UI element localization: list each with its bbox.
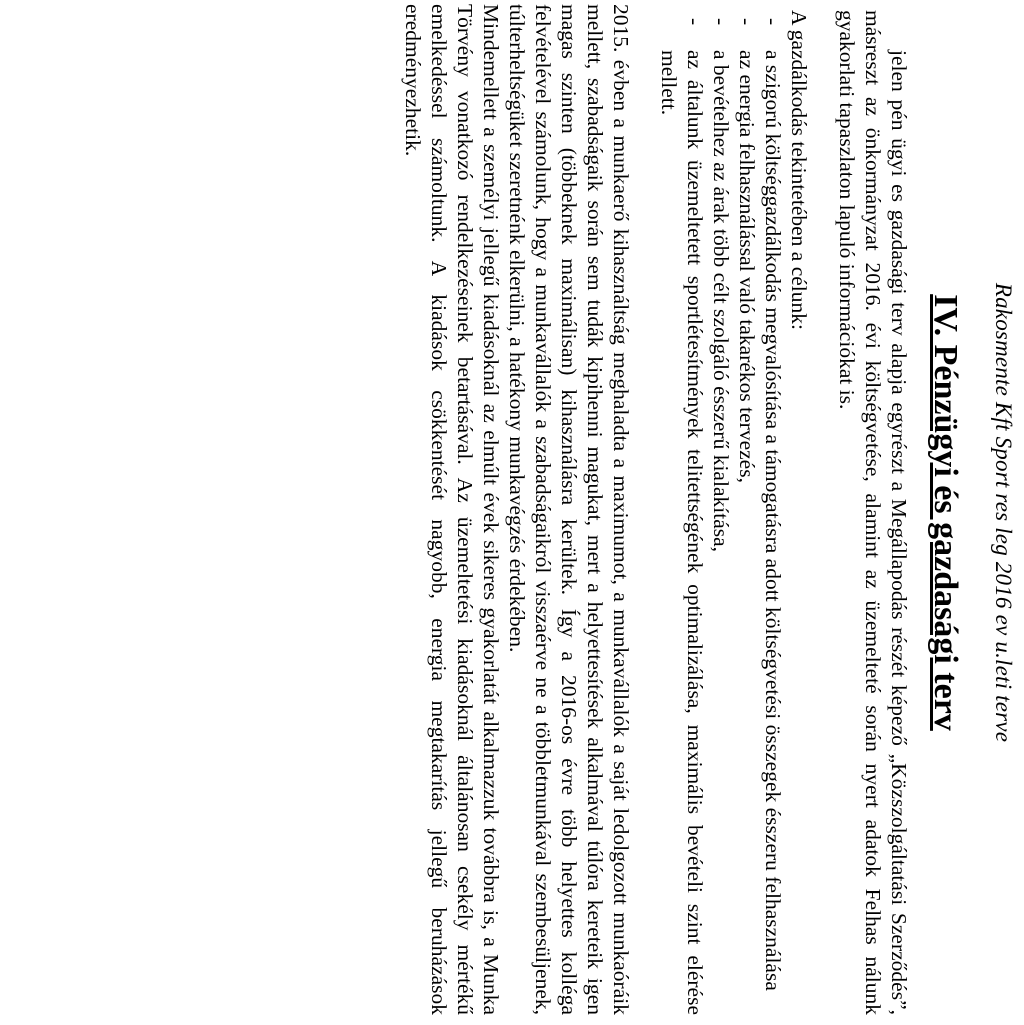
- goal-item: [656, 18, 708, 1015]
- bullet-dash: -: [683, 18, 707, 26]
- goal-text: a szigorú költséggazdálkodás megvalósítása a támogatásra adott költségvetési összegek ésszeru felhasználása: [761, 50, 785, 991]
- section-title: IV. Pénzügyi és gazdasági terv: [927, 294, 964, 731]
- spacer: [634, 10, 656, 1015]
- paragraph-2015: 2015. évben a munkaerő kihasználtság meghaladta a maximumot, a munkavállalók a saját ledolgozott munkaóráik mellett, szabadságaik során sem tudák kipihenni magukat, mert a helyettesítések alkalmával túlóra kereteik igen magas szinten (többeknek maximálisan) kihasználásra kerültek. Így a 2016-os évre több helyettes kolléga felvételével számolunk, hogy a munkavállalók a szabadságaikról visszaérve ne a többletmunkával szembesüljenek, túlterheltségüket szeretnénk elkerülni, a hatékony munkavégzés érdekében.: [505, 4, 633, 1015]
- paragraph-personnel: Mindemellett a személyi jellegű kiadásoknál az elmúlt évek sikeres gyakorlatát alkalmazzuk továbbra is, a Munka Törvény vonatkozó rendelkezéseinek betartásával. Az üzemeltetési kiadásoknál általánosan csekély mértékű emelkedéssel számoltunk. A kiadások csökkentését nagyobb, energia megtakarítás jellegű beruházások eredményezhetik.: [401, 4, 503, 1015]
- intro-paragraph: jelen pén ügyi es gazdasági terv alapja egyrészt a Megállapodás részét képező „Közszolgáltatási Szerződés”, másreszt az önkormányzat 2016. évi költségvetése, alamint az üzemelteté során nyert adatok Felhas nálunk gyakorlati tapaszlaton lapuló információkat is.: [835, 10, 911, 1015]
- bullet-dash: -: [709, 18, 733, 26]
- goal-text: az energia felhasználással való takarékos tervezés,: [735, 50, 759, 483]
- bullet-dash: -: [735, 18, 759, 26]
- goal-item: [708, 18, 734, 1015]
- running-head: Rakosmente Kft Sport res leg 2016 ev u.leti terve: [991, 282, 1016, 743]
- bullet-dash: -: [761, 18, 785, 26]
- goal-text: a bevételhez az árak több célt szolgáló ésszerű kialakítása,: [709, 50, 733, 553]
- goal-text: az általunk üzemeltetett sportlétesítmények telitettségének optimalizálása, maximális bevételi szint elérése mellett.: [657, 50, 707, 1015]
- goals-list: [656, 10, 786, 1015]
- goal-item: [760, 18, 786, 1015]
- goal-item: [734, 18, 760, 1015]
- goals-lead: A gazdálkodás tekintetében a célunk:: [787, 10, 811, 330]
